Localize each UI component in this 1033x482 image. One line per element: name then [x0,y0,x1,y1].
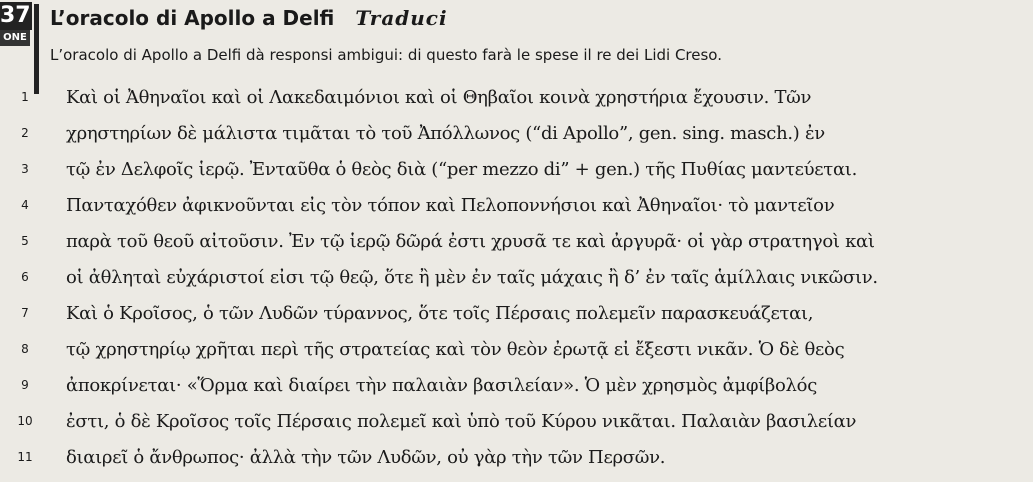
text-line [0,332,1033,368]
line-number: 4 [21,198,29,212]
text-line [0,80,1033,116]
line-number: 1 [21,90,29,104]
handwritten-note: Traduci [355,6,448,30]
line-number: 5 [21,234,29,248]
line-text: ἀποκρίνεται· «Ὅρμα καὶ διαίρει τὴν παλαιὰν βασιλείαν». Ὁ μὲν χρησμὸς ἀμφίβολός [66,375,817,396]
level-badge: ONE [0,30,30,46]
line-text: τῷ χρηστηρίῳ χρῆται περὶ τῆς στρατείας καὶ τὸν θεὸν ἐρωτᾷ εἰ ἔξεστι νικᾶν. Ὁ δὲ θεὸς [66,339,845,360]
text-line [0,404,1033,440]
line-text: Καὶ ὁ Κροῖσος, ὁ τῶν Λυδῶν τύραννος, ὅτε τοῖς Πέρσαις πολεμεῖν παρασκευάζεται, [66,303,814,324]
line-text: παρὰ τοῦ θεοῦ αἰτοῦσιν. Ἐν τῷ ἱερῷ δῶρά ἐστι χρυσᾶ τε καὶ ἀργυρᾶ· οἱ γὰρ στρατηγοὶ καὶ [66,231,875,252]
text-line [0,440,1033,476]
line-number: 10 [17,414,33,428]
text-line [0,224,1033,260]
line-number: 6 [21,270,29,284]
exercise-instruction: L’oracolo di Apollo a Delfi dà responsi ambigui: di questo farà le spese il re dei Lidi Creso. [50,46,722,64]
line-text: Πανταχόθεν ἀφικνοῦνται εἰς τὸν τόπον καὶ Πελοποννήσιοι καὶ Ἀθηναῖοι· τὸ μαντεῖον [66,195,835,216]
line-number: 9 [21,378,29,392]
line-number: 8 [21,342,29,356]
line-text: διαιρεῖ ὁ ἄνθρωπος· ἀλλὰ τὴν τῶν Λυδῶν, οὐ γὰρ τὴν τῶν Περσῶν. [66,447,666,468]
line-text: τῷ ἐν Δελφοῖς ἱερῷ. Ἐνταῦθα ὁ θεὸς διὰ (“per mezzo di” + gen.) τῆς Πυθίας μαντεύεται. [66,159,857,180]
line-text: χρηστηρίων δὲ μάλιστα τιμᾶται τὸ τοῦ Ἀπόλλωνος (“di Apollo”, gen. sing. masch.) ἐν [66,123,825,144]
line-number: 7 [21,306,29,320]
exercise-number: 37 [0,3,31,28]
line-text: ἐστι, ὁ δὲ Κροῖσος τοῖς Πέρσαις πολεμεῖ καὶ ὑπὸ τοῦ Κύρου νικᾶται. Παλαιὰν βασιλείαν [66,411,857,432]
title-text: L’oracolo di Apollo a Delfi [50,6,335,30]
text-line [0,188,1033,224]
line-text: Καὶ οἱ Ἀθηναῖοι καὶ οἱ Λακεδαιμόνιοι καὶ οἱ Θηβαῖοι κοινὰ χρηστήρια ἔχουσιν. Τῶν [66,87,812,108]
line-number: 2 [21,126,29,140]
text-line [0,152,1033,188]
text-line [0,116,1033,152]
text-line [0,260,1033,296]
line-number: 11 [17,450,33,464]
text-line [0,368,1033,404]
line-number: 3 [21,162,29,176]
line-text: οἱ ἀθληταὶ εὐχάριστοί εἰσι τῷ θεῷ, ὅτε ἢ μὲν ἐν ταῖς μάχαις ἢ δ’ ἐν ταῖς ἁμίλλαις νικῶσιν. [66,267,878,288]
exercise-title [50,4,448,32]
text-line [0,296,1033,332]
